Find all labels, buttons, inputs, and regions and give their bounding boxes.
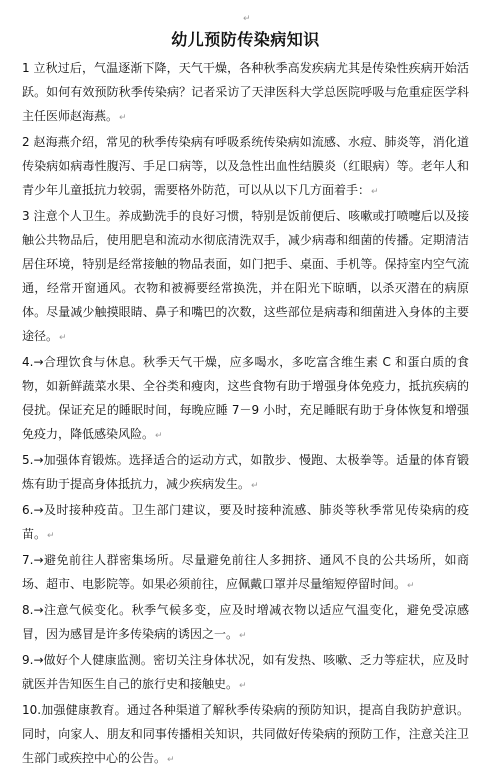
paragraph-mark-icon: ↵ <box>155 431 163 441</box>
paragraph-mark-icon: ↵ <box>239 631 247 641</box>
paragraph-mark-icon: ↵ <box>167 755 175 765</box>
paragraph-5: 5.→加强体育锻炼。选择适合的运动方式，如散步、慢跑、太极拳等。适量的体育锻炼有助于提高身体抵抗力，减少疾病发生。↵ <box>22 453 469 491</box>
paragraph-mark-icon: ↵ <box>59 333 67 343</box>
paragraph-2: 2 赵海燕介绍，常见的秋季传染病有呼吸系统传染病如流感、水痘、肺炎等，消化道传染病如病毒性腹泻、手足口病等，以及急性出血性结膜炎（红眼病）等。老年人和青少年儿童抵抗力较弱，需要格外防范，可以从以下几方面着手：↵ <box>22 135 469 197</box>
paragraph-mark-icon: ↵ <box>407 581 415 591</box>
paragraph-4: 4.→合理饮食与休息。秋季天气干燥，应多喝水，多吃富含维生素 C 和蛋白质的食物，如新鲜蔬菜水果、全谷类和瘦肉，这些食物有助于增强身体免疫力，抵抗疾病的侵扰。保证充足的睡眠时间，每晚应睡 7－9 小时，充足睡眠有助于身体恢复和增强免疫力，降低感染风险。↵ <box>22 355 469 441</box>
paragraph-mark-icon: ↵ <box>243 14 251 24</box>
paragraph-9: 9.→做好个人健康监测。密切关注身体状况，如有发热、咳嗽、乏力等症状，应及时就医并告知医生自己的旅行史和接触史。↵ <box>22 653 469 691</box>
paragraph-mark-icon: ↵ <box>47 531 55 541</box>
paragraph-10: 10.加强健康教育。通过各种渠道了解秋季传染病的预防知识，提高自我防护意识。同时，向家人、朋友和同事传播相关知识，共同做好传染病的预防工作，注意关注卫生部门或疾控中心的公告。↵ <box>22 703 469 765</box>
paragraph-mark-icon: ↵ <box>371 187 379 197</box>
paragraph-7: 7.→避免前往人群密集场所。尽量避免前往人多拥挤、通风不良的公共场所，如商场、超市、电影院等。如果必须前往，应佩戴口罩并尽量缩短停留时间。↵ <box>22 553 469 591</box>
paragraph-3: 3 注意个人卫生。养成勤洗手的良好习惯，特别是饭前便后、咳嗽或打喷嚏后以及接触公共物品后，使用肥皂和流动水彻底清洗双手，减少病毒和细菌的传播。定期清洁居住环境，特别是经常接触的物品表面，如门把手、桌面、手机等。保持室内空气流通，经常开窗通风。衣物和被褥要经常换洗，并在阳光下晾晒，以杀灭潜在的病原体。尽量减少触摸眼睛、鼻子和嘴巴的次数，这些部位是病毒和细菌进入身体的主要途径。↵ <box>22 209 469 343</box>
paragraph-1: 1 立秋过后，气温逐渐下降，天气干燥，各种秋季高发疾病尤其是传染性疾病开始活跃。如何有效预防秋季传染病？记者采访了天津医科大学总医院呼吸与危重症医学科主任医师赵海燕。↵ <box>22 61 469 123</box>
paragraph-mark-icon: ↵ <box>239 681 247 691</box>
paragraph-mark-icon: ↵ <box>251 481 259 491</box>
paragraph-6: 6.→及时接种疫苗。卫生部门建议，要及时接种流感、肺炎等秋季常见传染病的疫苗。↵ <box>22 503 469 541</box>
document-title: 幼儿预防传染病知识 <box>171 30 320 49</box>
paragraph-8: 8.→注意气候变化。秋季气候多变，应及时增减衣物以适应气温变化，避免受凉感冒，因为感冒是许多传染病的诱因之一。↵ <box>22 603 469 641</box>
paragraph-mark-icon: ↵ <box>119 113 127 123</box>
